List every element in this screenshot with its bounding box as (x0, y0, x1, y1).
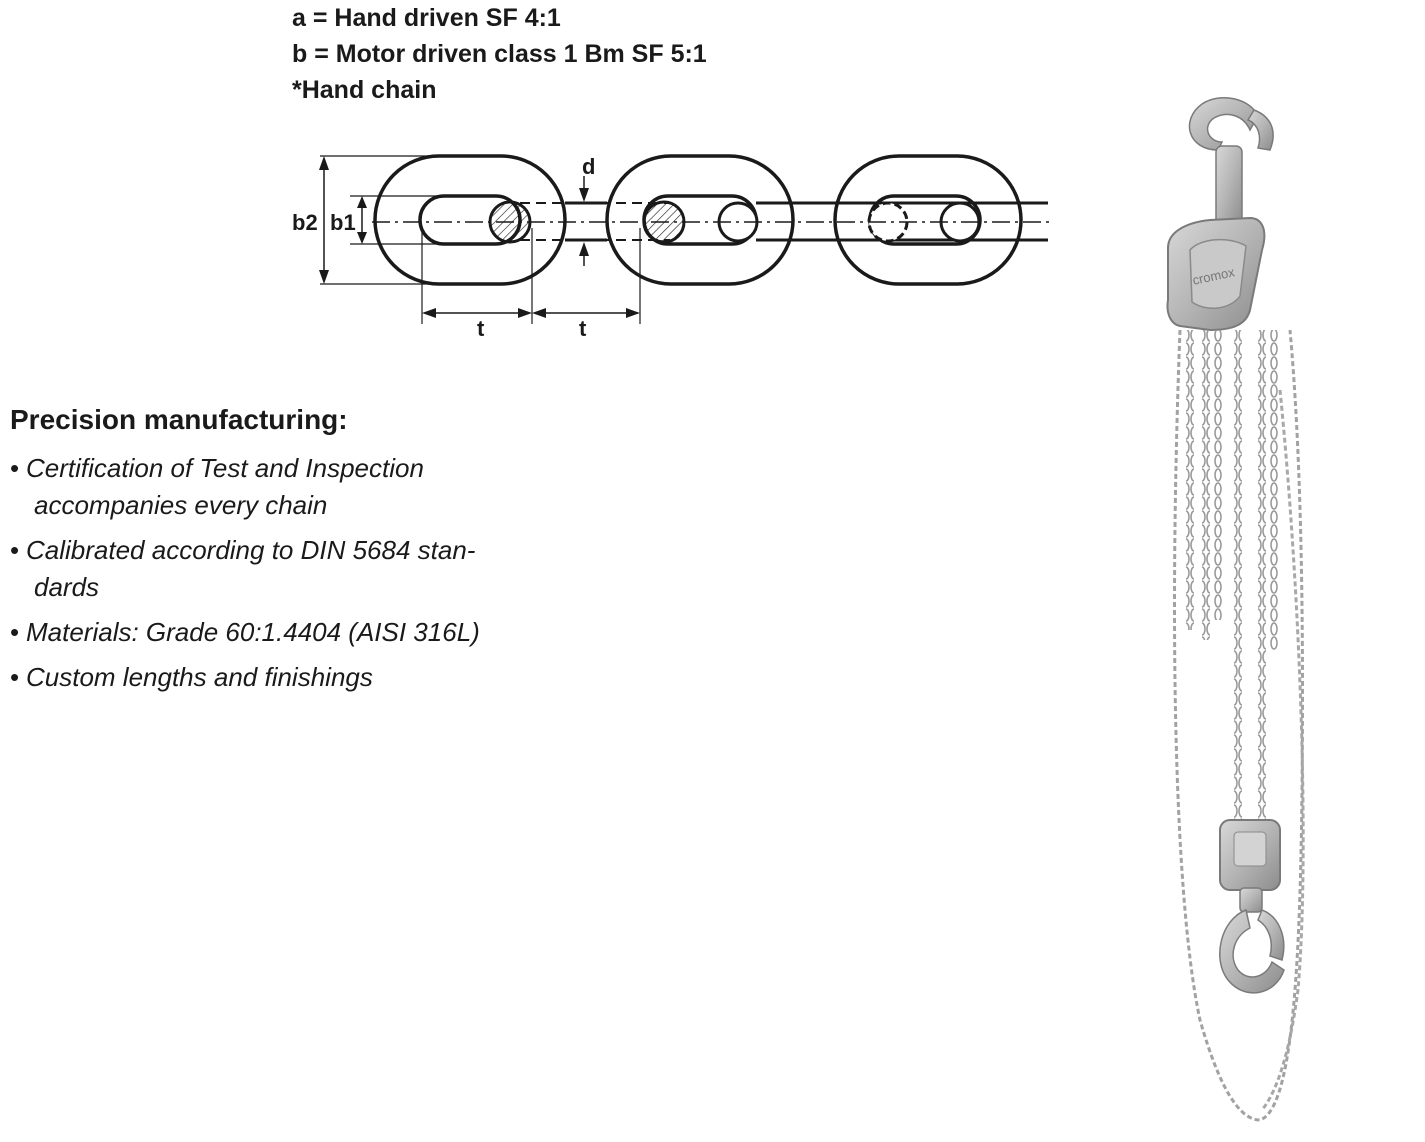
bullet-icon: • (10, 662, 20, 692)
chain-link-3 (835, 156, 1021, 284)
feature-item-line-1: Materials: Grade 60:1.4404 (AISI 316L) (26, 617, 480, 647)
feature-item (10, 532, 570, 606)
brand-text: cromox (1191, 264, 1236, 288)
label-t-2: t (579, 316, 587, 341)
chains (1175, 330, 1304, 1120)
features-section (10, 400, 570, 704)
feature-item-line-2: accompanies every chain (34, 490, 328, 520)
legend-line-a: a = Hand driven SF 4:1 (292, 4, 561, 32)
chain-link-1 (375, 156, 565, 284)
bullet-icon: • (10, 535, 20, 565)
chain-link-diagram (280, 148, 1060, 348)
label-b1: b1 (330, 210, 356, 235)
features-list (10, 450, 570, 696)
dimension-b1 (330, 196, 440, 244)
label-t-1: t (477, 316, 485, 341)
feature-item-line-1: Calibrated according to DIN 5684 stan- (26, 535, 476, 565)
features-heading: Precision manufacturing: (10, 404, 348, 435)
bullet-icon: • (10, 617, 20, 647)
label-d: d (582, 154, 596, 179)
feature-item-line-1: Custom lengths and finishings (26, 662, 373, 692)
top-hook (1189, 98, 1273, 226)
legend-line-b: b = Motor driven class 1 Bm SF 5:1 (292, 40, 707, 68)
bullet-icon: • (10, 453, 20, 483)
legend-line-hand-chain: *Hand chain (292, 76, 437, 104)
feature-item (10, 614, 570, 651)
feature-item (10, 659, 570, 696)
feature-item-line-1: Certification of Test and Inspection (26, 453, 424, 483)
dimension-d (579, 154, 595, 266)
label-b2: b2 (292, 210, 318, 235)
feature-item (10, 450, 570, 524)
hoist-body (1168, 218, 1265, 330)
dimension-b2 (292, 156, 510, 284)
chain-hoist-image (1150, 90, 1350, 1135)
chain-link-2 (607, 156, 793, 284)
feature-item-line-2: dards (34, 572, 100, 602)
bottom-hook (1220, 820, 1284, 993)
legend (292, 0, 707, 108)
